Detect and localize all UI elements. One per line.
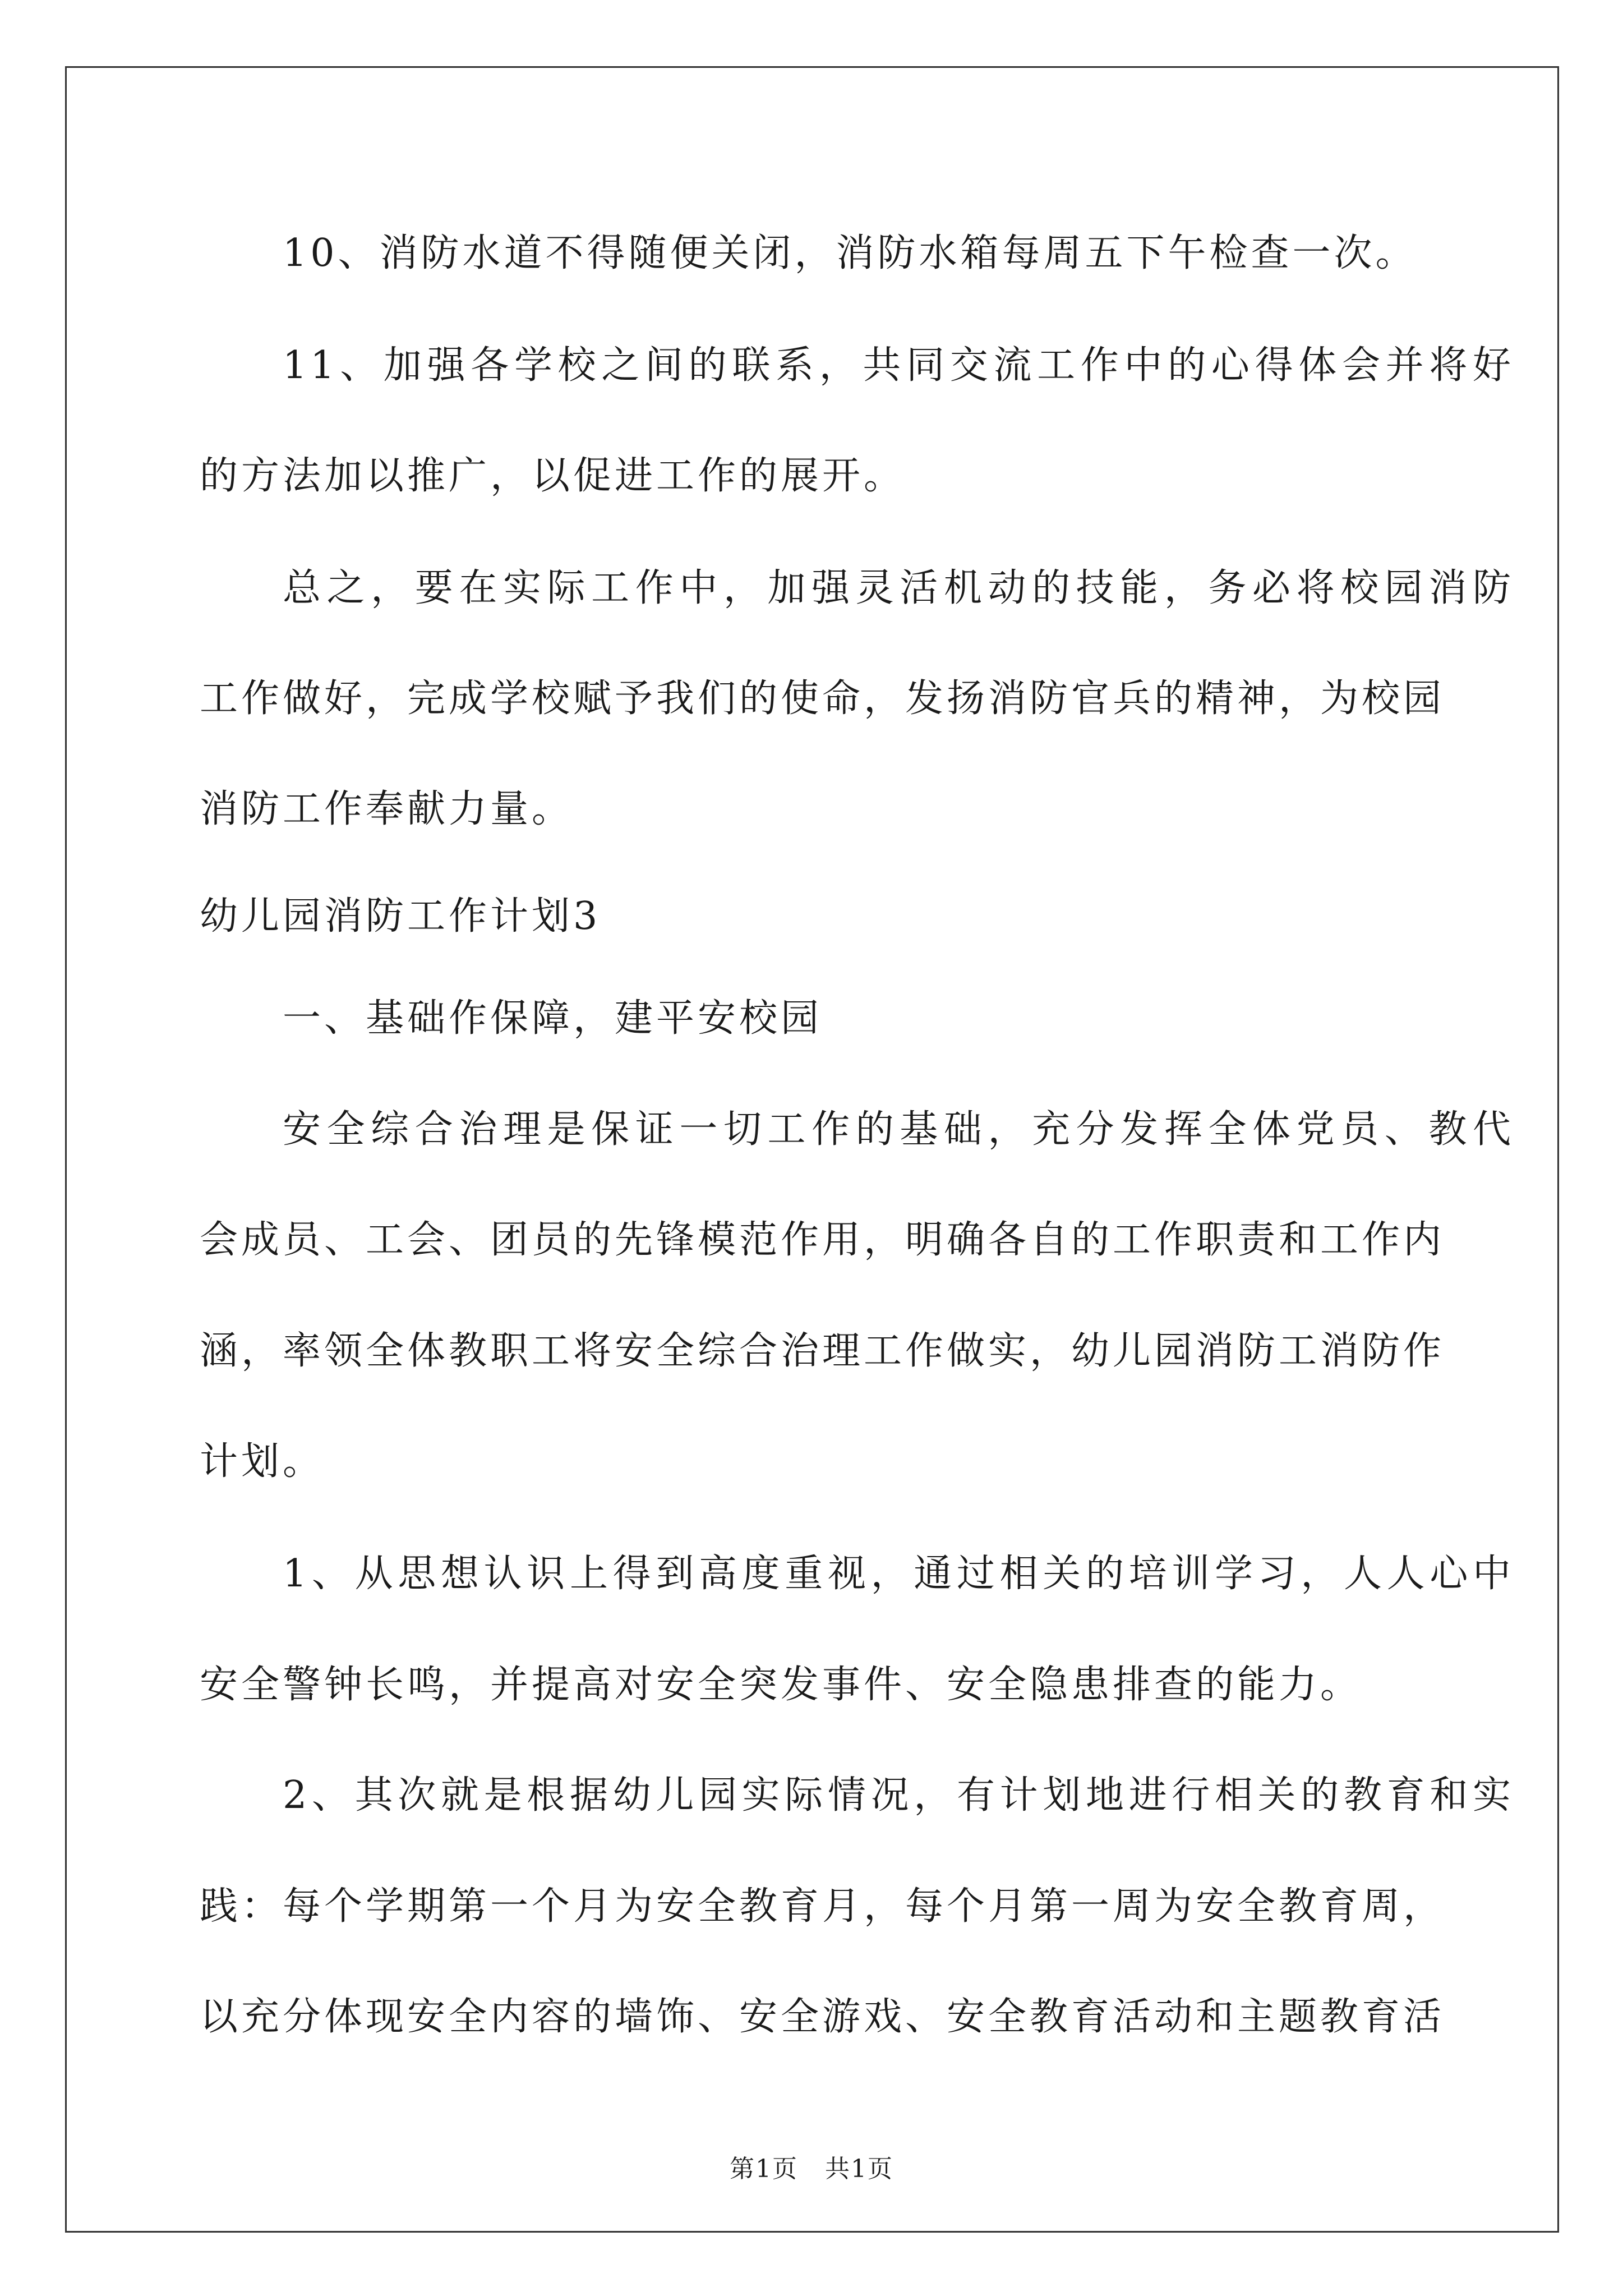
paragraph-line: 安全综合治理是保证一切工作的基础，充分发挥全体党员、教代 [283, 1107, 1514, 1152]
section-heading: 幼儿园消防工作计划3 [200, 894, 601, 938]
paragraph-line: 以充分体现安全内容的墙饰、安全游戏、安全教育活动和主题教育活 [200, 1995, 1445, 2039]
paragraph-line: 计划。 [200, 1439, 325, 1484]
paragraph-line: 总之，要在实际工作中，加强灵活机动的技能，务必将校园消防 [283, 566, 1514, 610]
paragraph-line: 工作做好，完成学校赋予我们的使命，发扬消防官兵的精神，为校园 [200, 677, 1445, 721]
subsection-heading: 一、基础作保障，建平安校园 [283, 996, 823, 1041]
paragraph-line: 会成员、工会、团员的先锋模范作用，明确各自的工作职责和工作内 [200, 1218, 1445, 1262]
paragraph-line: 践：每个学期第一个月为安全教育月，每个月第一周为安全教育周， [200, 1884, 1445, 1929]
paragraph-line: 2、其次就是根据幼儿园实际情况，有计划地进行相关的教育和实 [283, 1773, 1514, 1818]
paragraph-line: 1、从思想认识上得到高度重视，通过相关的培训学习，人人心中 [283, 1552, 1514, 1596]
paragraph-line: 的方法加以推广，以促进工作的展开。 [200, 454, 906, 498]
page-number: 第1页 [730, 2155, 798, 2183]
page-footer [0, 2148, 1623, 2184]
paragraph-line: 11、加强各学校之间的联系，共同交流工作中的心得体会并将好 [283, 343, 1514, 388]
paragraph-line: 10、消防水道不得随便关闭，消防水箱每周五下午检查一次。 [283, 231, 1417, 275]
page-total: 共1页 [825, 2155, 893, 2183]
paragraph-line: 安全警钟长鸣，并提高对安全突发事件、安全隐患排查的能力。 [200, 1663, 1362, 1707]
paragraph-line: 涵，率领全体教职工将安全综合治理工作做实，幼儿园消防工消防作 [200, 1329, 1445, 1373]
paragraph-line: 消防工作奉献力量。 [200, 787, 574, 831]
